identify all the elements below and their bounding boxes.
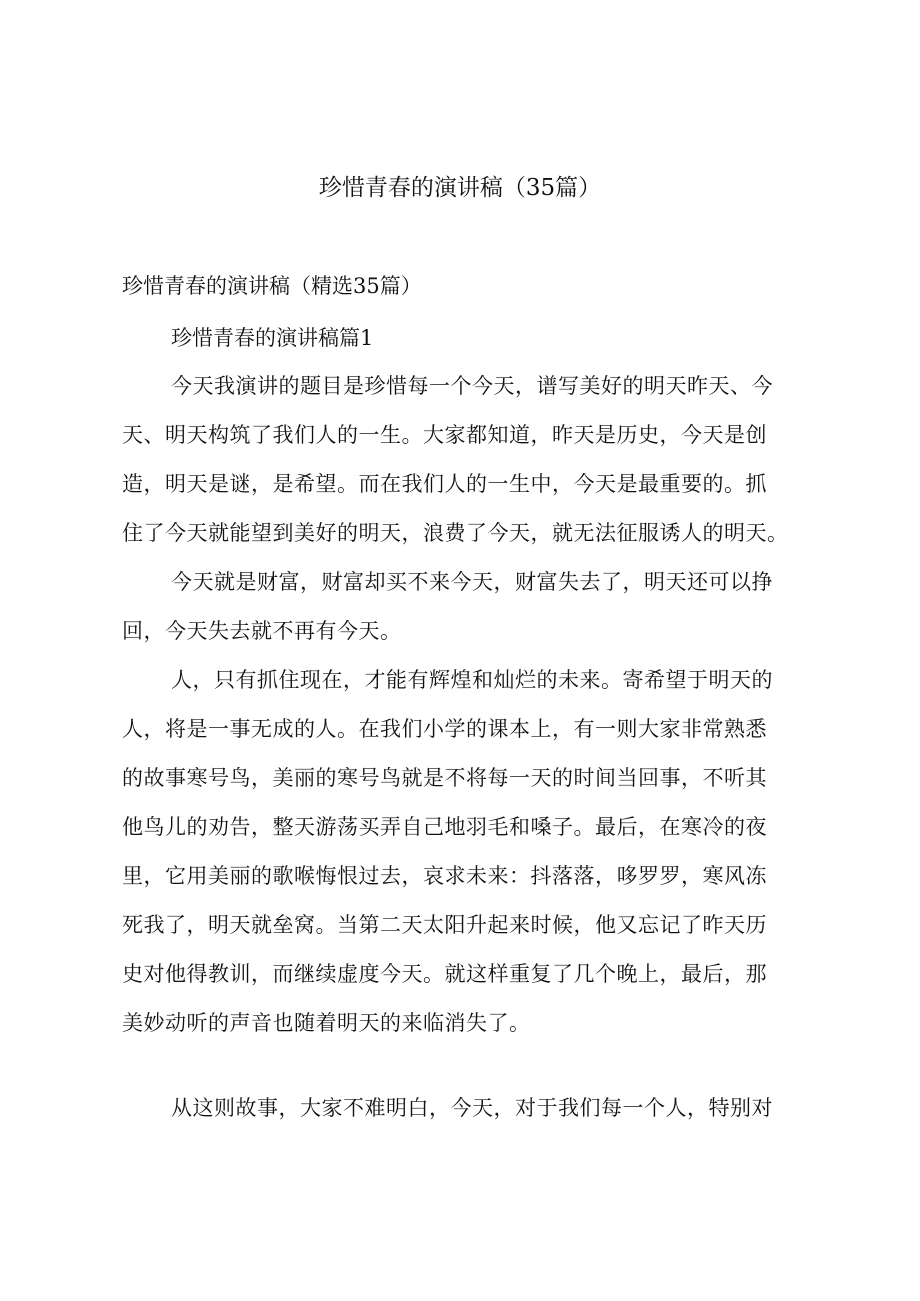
paragraph-2 xyxy=(122,558,822,656)
text-line: 史对他得教训，而继续虚度今天。就这样重复了几个晚上，最后，那 xyxy=(122,962,767,986)
text-line: 的故事寒号鸟，美丽的寒号鸟就是不将每一天的时间当回事，不听其 xyxy=(122,766,767,790)
document-title: 珍惜青春的演讲稿（35篇） xyxy=(318,175,602,201)
text-line: 造，明天是谜，是希望。而在我们人的一生中，今天是最重要的。抓 xyxy=(122,472,767,496)
text-line: 今天我演讲的题目是珍惜每一个今天，谱写美好的明天昨天、今 xyxy=(171,374,773,398)
document-subtitle: 珍惜青春的演讲稿（精选35篇） xyxy=(122,274,422,298)
text-line: 美妙动听的声音也随着明天的来临消失了。 xyxy=(122,1011,531,1035)
text-line: 人，将是一事无成的人。在我们小学的课本上，有一则大家非常熟悉 xyxy=(122,717,767,741)
text-line: 他鸟儿的劝告，整天游荡买弄自己地羽毛和嗓子。最后，在寒冷的夜 xyxy=(122,815,767,839)
text-line: 死我了，明天就垒窝。当第二天太阳升起来时候，他又忘记了昨天历 xyxy=(122,913,767,937)
paragraph-4 xyxy=(122,1084,822,1133)
text-line: 人，只有抓住现在，才能有辉煌和灿烂的未来。寄希望于明天的 xyxy=(171,668,773,692)
text-line: 里，它用美丽的歌喉悔恨过去，哀求未来：抖落落，哆罗罗，寒风冻 xyxy=(122,864,767,888)
article-heading: 珍惜青春的演讲稿篇1 xyxy=(171,326,374,350)
text-line: 天、明天构筑了我们人的一生。大家都知道，昨天是历史，今天是创 xyxy=(122,423,767,447)
text-line: 回，今天失去就不再有今天。 xyxy=(122,619,402,643)
paragraph-1 xyxy=(122,362,822,558)
text-line: 今天就是财富，财富却买不来今天，财富失去了，明天还可以挣 xyxy=(171,570,773,594)
paragraph-3 xyxy=(122,656,822,1048)
text-line: 住了今天就能望到美好的明天，浪费了今天，就无法征服诱人的明天。 xyxy=(122,521,789,545)
text-line: 从这则故事，大家不难明白，今天，对于我们每一个人，特别对 xyxy=(171,1096,773,1120)
